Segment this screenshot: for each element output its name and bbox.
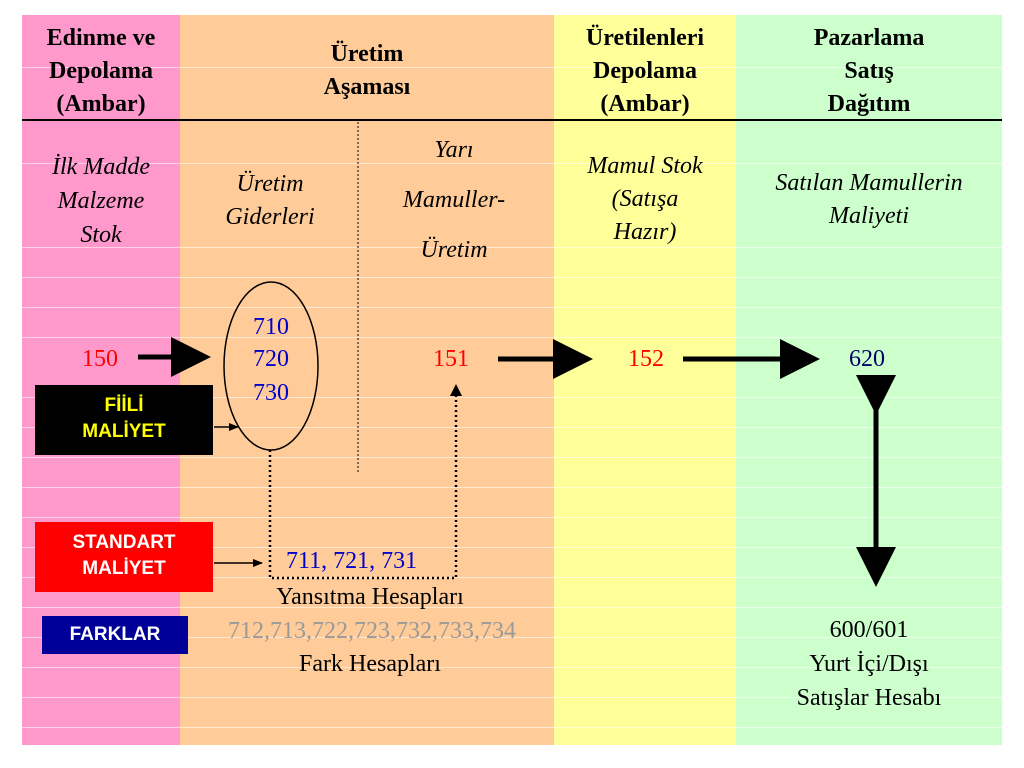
difference-accounts: 712,713,722,723,732,733,734 xyxy=(228,618,516,644)
account-710: 710 xyxy=(253,314,289,340)
subtitle-line: Mamuller- xyxy=(402,187,506,213)
subtitle-line: (Satışa xyxy=(611,186,679,212)
subtitle-line: Üretim xyxy=(236,171,304,197)
farklar-label: FARKLAR xyxy=(42,616,188,654)
header-line: Pazarlama xyxy=(813,25,925,51)
header-line: Depolama xyxy=(49,58,153,84)
subtitle-line: Maliyeti xyxy=(829,203,909,229)
subtitle-line: Stok xyxy=(80,222,122,248)
sales-account-number: 600/601 xyxy=(829,617,909,643)
subtitle-line: Yarı xyxy=(434,137,474,163)
header-line: Edinme ve xyxy=(46,25,156,51)
label-line: MALİYET xyxy=(82,421,166,442)
subtitle-line: Malzeme xyxy=(57,188,145,214)
header-line: (Ambar) xyxy=(56,91,146,117)
subtitle-line: Hazır) xyxy=(613,219,677,245)
reflect-accounts: 711, 721, 731 xyxy=(286,548,418,574)
reflect-accounts-label: Yansıtma Hesapları xyxy=(276,584,464,610)
account-620: 620 xyxy=(849,346,885,372)
subtitle-line: Giderleri xyxy=(225,204,315,230)
sales-account-line1: Yurt İçi/Dışı xyxy=(809,651,929,677)
subtitle-line: Satılan Mamullerin xyxy=(775,170,963,196)
header-line: (Ambar) xyxy=(600,91,690,117)
label-line: MALİYET xyxy=(82,558,166,579)
dotted-arrow-head xyxy=(450,384,462,396)
sales-account-line2: Satışlar Hesabı xyxy=(796,685,942,711)
header-line: Depolama xyxy=(593,58,697,84)
label-line: STANDART xyxy=(72,532,176,553)
header-line: Üretim xyxy=(330,41,404,67)
header-line: Aşaması xyxy=(323,74,411,100)
subtitle-line: İlk Madde xyxy=(52,154,150,180)
standart-maliyet-label xyxy=(35,522,213,592)
subtitle-line: Mamul Stok xyxy=(587,153,703,179)
fiili-maliyet-label xyxy=(35,385,213,455)
account-150: 150 xyxy=(82,346,118,372)
difference-accounts-label: Fark Hesapları xyxy=(299,651,441,677)
header-line: Üretilenleri xyxy=(585,25,705,51)
account-720: 720 xyxy=(253,346,289,372)
subtitle-line: Üretim xyxy=(420,237,488,263)
account-152: 152 xyxy=(628,346,664,372)
account-151: 151 xyxy=(433,346,469,372)
account-730: 730 xyxy=(253,380,289,406)
header-line: Dağıtım xyxy=(827,91,911,117)
header-line: Satış xyxy=(844,58,894,84)
label-line: FİİLİ xyxy=(104,395,144,416)
